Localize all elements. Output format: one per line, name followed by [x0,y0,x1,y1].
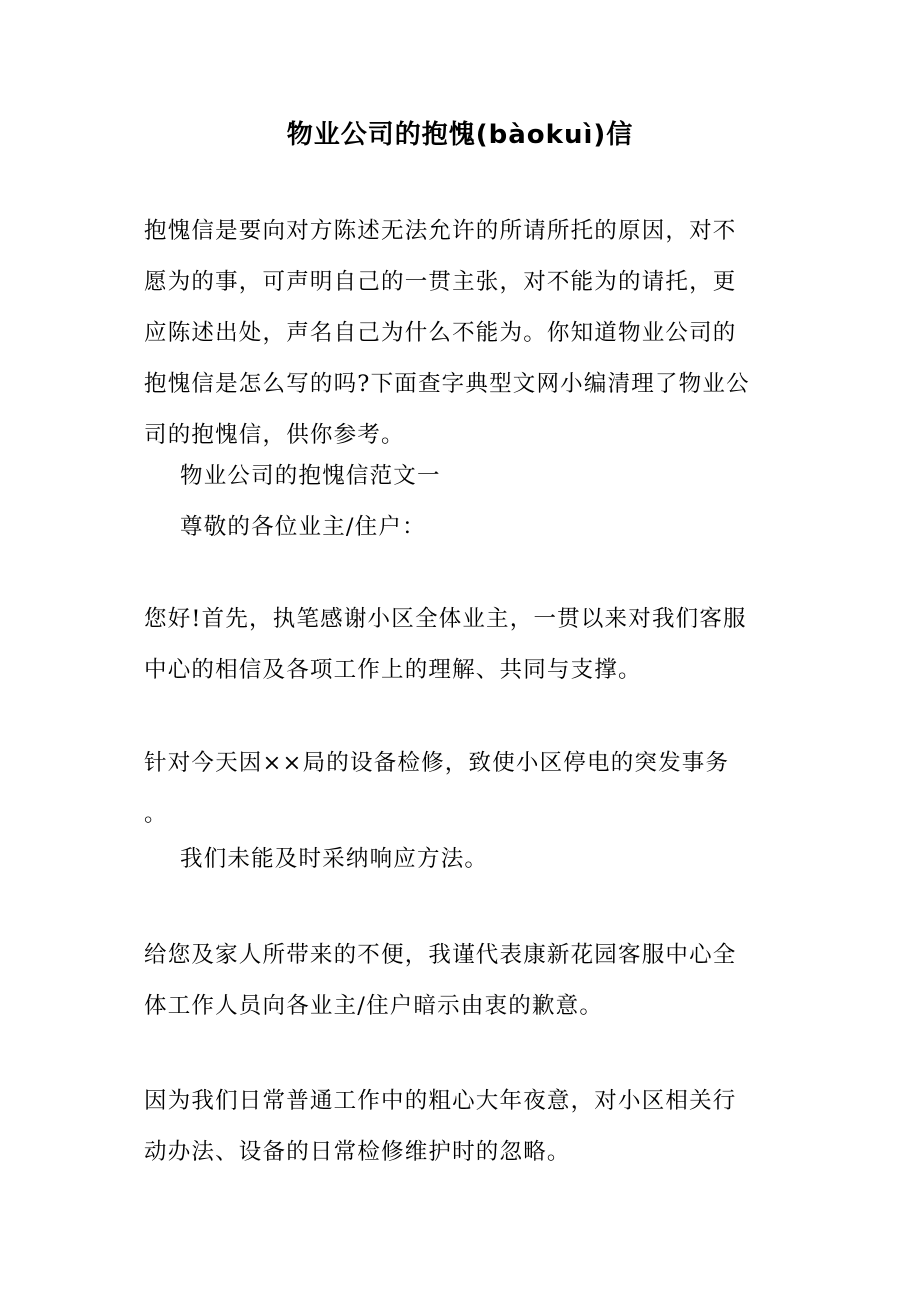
document-title: 物业公司的抱愧(bàokuì)信 [286,120,634,150]
paragraph-line: 我们未能及时采纳响应方法。 [180,846,489,872]
paragraph-line: 给您及家人所带来的不便，我谨代表康新花园客服中心全 [144,942,737,968]
salutation: 尊敬的各位业主/住户： [180,514,426,540]
paragraph-greeting [144,594,784,696]
paragraph-outage [144,738,784,840]
paragraph-line: 。 [144,801,168,827]
paragraph-line: 体工作人员向各业主/住户暗示由衷的歉意。 [144,993,604,1019]
paragraph-line: 您好!首先，执笔感谢小区全体业主，一贯以来对我们客服 [144,606,747,632]
intro-line: 愿为的事，可声明自己的一贯主张，对不能为的请托，更 [144,269,737,295]
paragraph-response [144,834,784,885]
paragraph-line: 因为我们日常普通工作中的粗心大年夜意，对小区相关行 [144,1088,737,1114]
paragraph-line: 中心的相信及各项工作上的理解、共同与支撑。 [144,657,642,683]
sample-heading: 物业公司的抱愧信范文一 [180,463,441,489]
intro-line: 抱愧信是要向对方陈述无法允许的所请所托的原因，对不 [144,218,737,244]
intro-line: 应陈述出处，声名自己为什么不能为。你知道物业公司的 [144,320,737,346]
paragraph-line: 动办法、设备的日常检修维护时的忽略。 [144,1139,571,1165]
paragraph-line: 针对今天因××局的设备检修，致使小区停电的突发事务 [144,750,730,776]
intro-line: 抱愧信是怎么写的吗?下面查字典型文网小编清理了物业公 [144,371,750,397]
intro-paragraph [144,206,784,461]
paragraph-negligence [144,1076,784,1178]
sample-heading-block [144,451,784,553]
paragraph-apology [144,930,784,1032]
intro-line: 司的抱愧信，供你参考。 [144,422,405,448]
